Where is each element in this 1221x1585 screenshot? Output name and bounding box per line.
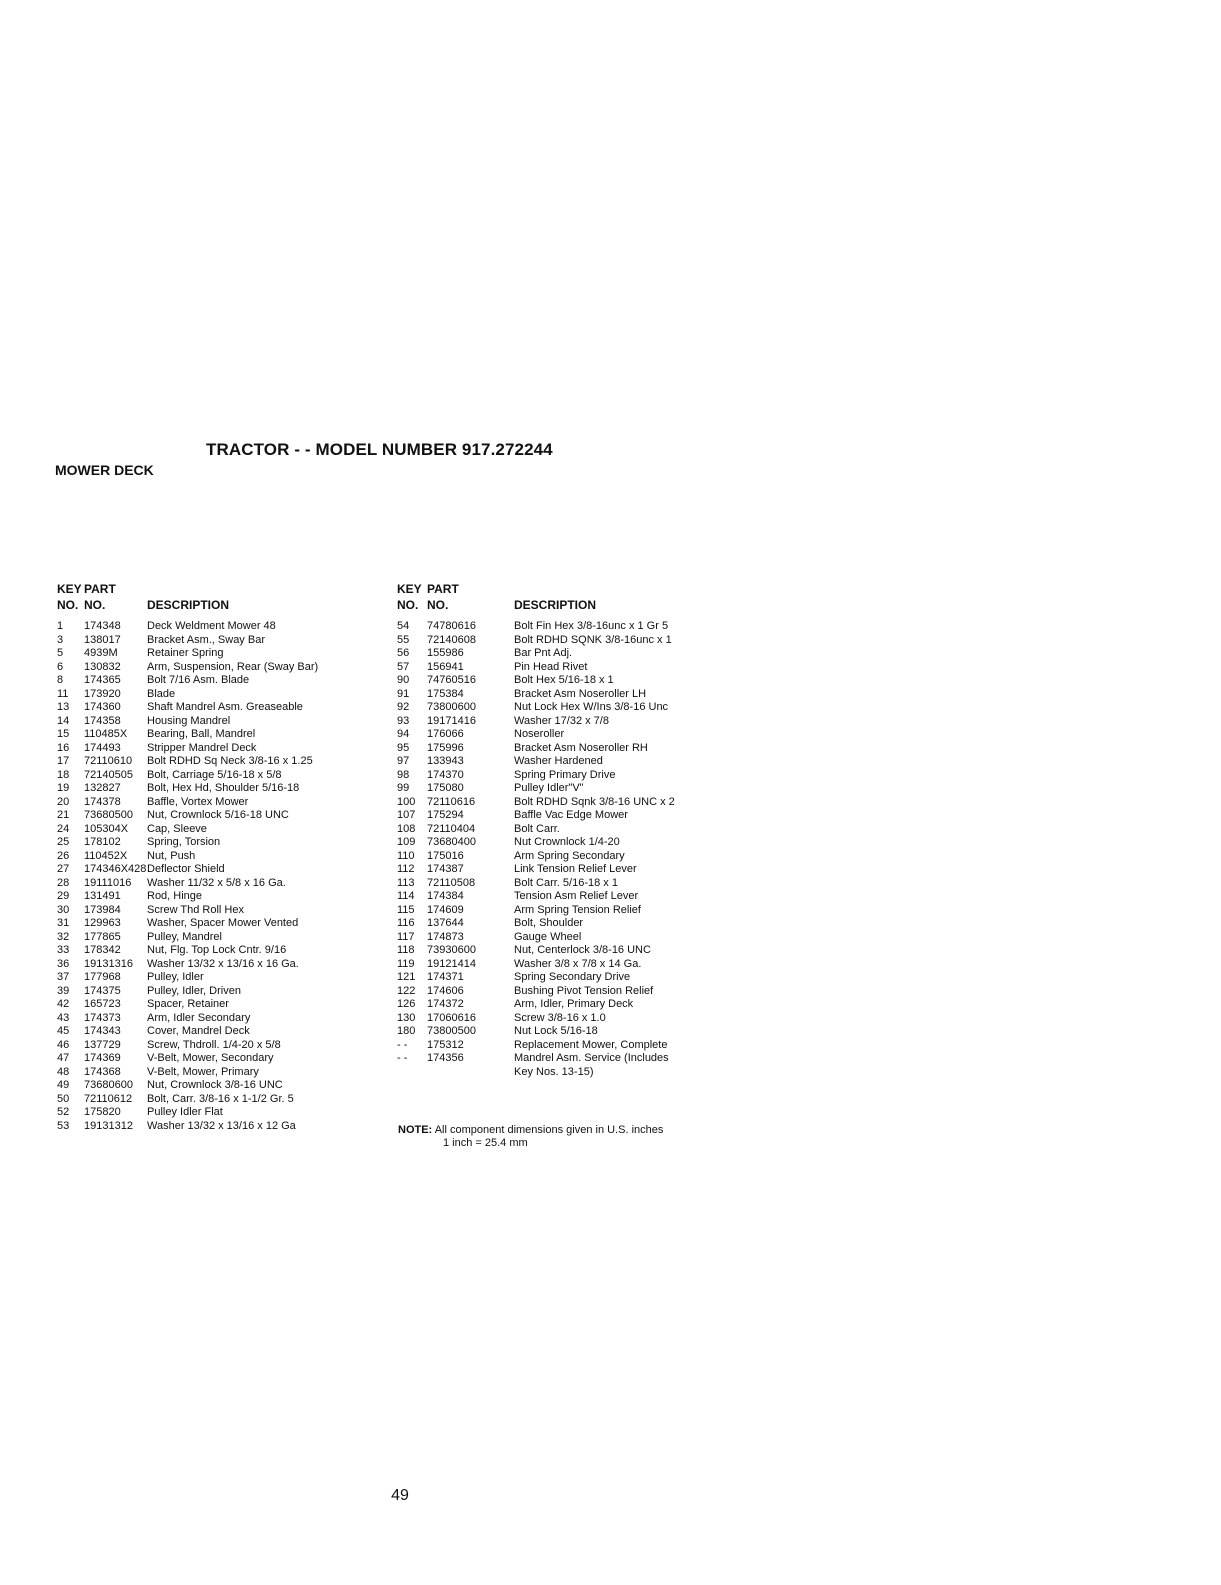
description-cell: Bolt, Carriage 5/16-18 x 5/8 — [147, 768, 282, 781]
key-cell: 94 — [397, 728, 410, 740]
description-cell: Key Nos. 13-15) — [514, 1065, 594, 1078]
part-number-cell: 174356 — [427, 1052, 464, 1064]
part-number-cell: 175996 — [427, 741, 464, 754]
key-cell: 37 — [57, 971, 70, 983]
key-cell: 118 — [397, 944, 415, 956]
key-cell: 116 — [397, 917, 415, 929]
key-cell: 100 — [397, 795, 416, 808]
part-number-cell: 175820 — [84, 1106, 121, 1118]
key-cell: 36 — [57, 957, 70, 970]
description-cell: Screw Thd Roll Hex — [147, 903, 244, 916]
part-number-cell: 178102 — [84, 836, 121, 848]
key-cell: 1 — [57, 620, 64, 632]
key-cell: 43 — [57, 1011, 70, 1024]
part-number-cell: 137729 — [84, 1038, 121, 1051]
key-cell: 109 — [397, 836, 416, 848]
key-cell: 108 — [397, 822, 416, 835]
description-cell: Shaft Mandrel Asm. Greaseable — [147, 701, 303, 713]
key-cell: 52 — [57, 1106, 70, 1118]
key-cell: 56 — [397, 647, 410, 659]
description-cell: Noseroller — [514, 728, 565, 740]
description-cell: Nut, Centerlock 3/8-16 UNC — [514, 944, 651, 956]
key-cell: 3 — [57, 633, 64, 646]
description-cell: V-Belt, Mower, Secondary — [147, 1052, 274, 1064]
key-cell: 20 — [57, 795, 70, 808]
description-cell: Bearing, Ball, Mandrel — [147, 728, 256, 740]
description-cell: Housing Mandrel — [147, 714, 231, 727]
key-cell: 5 — [57, 647, 64, 659]
description-cell: Bar Pnt Adj. — [514, 647, 573, 659]
key-cell: - - — [397, 1038, 408, 1051]
key-cell: 42 — [57, 998, 70, 1010]
part-number-cell: 133943 — [427, 755, 464, 767]
section-title: MOWER DECK — [55, 462, 154, 478]
description-cell: Nut, Crownlock 5/16-18 UNC — [147, 809, 289, 821]
part-number-cell: 110485X — [84, 728, 128, 740]
key-cell: 126 — [397, 998, 416, 1010]
part-header-bottom: NO. — [427, 598, 449, 612]
description-cell: Pulley, Idler — [147, 971, 204, 983]
description-cell: Arm, Suspension, Rear (Sway Bar) — [147, 660, 319, 673]
key-cell: 122 — [397, 984, 416, 997]
key-header-top: KEY — [397, 582, 422, 596]
note-line-1 — [398, 1124, 663, 1137]
part-number-cell: 74760516 — [427, 674, 476, 686]
description-cell: Nut Lock Hex W/Ins 3/8-16 Unc — [514, 701, 669, 713]
description-cell: Washer 13/32 x 13/16 x 16 Ga. — [147, 957, 299, 970]
key-cell: 50 — [57, 1092, 70, 1105]
part-number-cell: 19131316 — [84, 957, 133, 970]
part-number-cell: 73680600 — [84, 1079, 133, 1091]
part-number-cell: 72140505 — [84, 768, 133, 781]
key-cell: 91 — [397, 687, 410, 700]
description-header: DESCRIPTION — [514, 598, 597, 612]
part-number-cell: 174493 — [84, 741, 121, 754]
key-cell: 8 — [57, 674, 64, 686]
key-cell: 26 — [57, 849, 70, 862]
part-number-cell: 174373 — [84, 1011, 121, 1024]
description-cell: Spacer, Retainer — [147, 998, 229, 1010]
part-header-top: PART — [427, 582, 459, 596]
key-cell: 33 — [57, 944, 70, 956]
part-number-cell: 73680400 — [427, 836, 476, 848]
part-number-cell: 174369 — [84, 1052, 121, 1064]
part-number-cell: 19171416 — [427, 714, 476, 727]
part-number-cell: 174368 — [84, 1065, 121, 1078]
part-number-cell: 176066 — [427, 728, 464, 740]
key-cell: 107 — [397, 809, 416, 821]
key-cell: 13 — [57, 701, 70, 713]
part-number-cell: 174378 — [84, 795, 121, 808]
part-number-cell: 110452X — [84, 849, 128, 862]
description-cell: Bolt Hex 5/16-18 x 1 — [514, 674, 614, 686]
part-number-cell: 175016 — [427, 849, 464, 862]
key-header-bottom: NO. — [397, 598, 419, 612]
description-cell: Gauge Wheel — [514, 930, 582, 943]
part-number-cell: 19121414 — [427, 957, 476, 970]
key-cell: 114 — [397, 890, 415, 902]
part-number-cell: 73680500 — [84, 809, 133, 821]
description-cell: Bolt Fin Hex 3/8-16unc x 1 Gr 5 — [514, 620, 669, 632]
part-number-cell: 155986 — [427, 647, 464, 659]
part-number-cell: 175384 — [427, 687, 464, 700]
description-cell: Replacement Mower, Complete — [514, 1038, 668, 1051]
key-cell: 92 — [397, 701, 410, 713]
part-number-cell: 73800500 — [427, 1025, 476, 1037]
part-number-cell: 174343 — [84, 1025, 121, 1037]
key-cell: 30 — [57, 903, 70, 916]
description-cell: Washer 11/32 x 5/8 x 16 Ga. — [147, 876, 286, 889]
part-number-cell: 72110508 — [427, 876, 476, 889]
part-number-cell: 73800600 — [427, 701, 476, 713]
description-cell: V-Belt, Mower, Primary — [147, 1065, 259, 1078]
part-number-cell: 177865 — [84, 930, 121, 943]
description-cell: Cap, Sleeve — [147, 822, 207, 835]
key-cell: 113 — [397, 876, 415, 889]
key-header-top: KEY — [57, 582, 82, 596]
part-number-cell: 174387 — [427, 863, 464, 875]
description-cell: Washer 3/8 x 7/8 x 14 Ga. — [514, 957, 642, 970]
key-cell: 117 — [397, 930, 415, 943]
part-number-cell: 173920 — [84, 687, 121, 700]
description-cell: Washer 13/32 x 13/16 x 12 Ga — [147, 1119, 296, 1132]
part-number-cell: 175312 — [427, 1038, 464, 1051]
key-cell: 29 — [57, 890, 70, 902]
description-cell: Washer, Spacer Mower Vented — [147, 917, 299, 929]
part-number-cell: 174606 — [427, 984, 464, 997]
part-number-cell: 131491 — [84, 890, 121, 902]
description-cell: Bolt Carr. 5/16-18 x 1 — [514, 876, 618, 889]
key-cell: 24 — [57, 822, 70, 835]
key-cell: 47 — [57, 1052, 70, 1064]
description-cell: Bolt, Hex Hd, Shoulder 5/16-18 — [147, 782, 300, 794]
part-number-cell: 165723 — [84, 998, 121, 1010]
part-number-cell: 174346X428 — [84, 863, 147, 875]
note-label: NOTE: — [398, 1124, 433, 1136]
part-number-cell: 174609 — [427, 903, 464, 916]
key-cell: 17 — [57, 755, 70, 767]
part-number-cell: 174348 — [84, 620, 121, 632]
key-header-bottom: NO. — [57, 598, 79, 612]
key-cell: 95 — [397, 741, 410, 754]
part-number-cell: 72110610 — [84, 755, 133, 767]
description-cell: Bolt RDHD SQNK 3/8-16unc x 1 — [514, 633, 672, 646]
description-cell: Deflector Shield — [147, 863, 225, 875]
note-line-2: 1 inch = 25.4 mm — [443, 1137, 528, 1149]
key-cell: 119 — [397, 957, 415, 970]
description-cell: Blade — [147, 687, 176, 700]
description-cell: Bolt RDHD Sq Neck 3/8-16 x 1.25 — [147, 755, 313, 767]
description-cell: Washer 17/32 x 7/8 — [514, 714, 609, 727]
key-cell: 28 — [57, 876, 70, 889]
part-number-cell: 19111016 — [84, 876, 132, 889]
part-header-top: PART — [84, 582, 116, 596]
description-cell: Nut, Flg. Top Lock Cntr. 9/16 — [147, 944, 287, 956]
key-cell: 57 — [397, 660, 410, 673]
description-cell: Spring Primary Drive — [514, 768, 616, 781]
description-cell: Nut Lock 5/16-18 — [514, 1025, 598, 1037]
description-header: DESCRIPTION — [147, 598, 230, 612]
key-cell: 16 — [57, 741, 70, 754]
key-cell: 18 — [57, 768, 70, 781]
description-cell: Arm, Idler Secondary — [147, 1011, 251, 1024]
key-cell: 49 — [57, 1079, 70, 1091]
part-number-cell: 174365 — [84, 674, 121, 686]
description-cell: Pulley Idler"V" — [514, 782, 584, 794]
key-cell: 53 — [57, 1119, 70, 1132]
note — [398, 1124, 663, 1150]
key-cell: 14 — [57, 714, 70, 727]
part-number-cell: 17060616 — [427, 1011, 476, 1024]
description-cell: Screw, Thdroll. 1/4-20 x 5/8 — [147, 1038, 281, 1051]
key-cell: 39 — [57, 984, 70, 997]
key-cell: 11 — [57, 687, 69, 700]
note-text: All component dimensions given in U.S. inches — [434, 1124, 664, 1136]
part-number-cell: 72110612 — [84, 1092, 133, 1105]
description-cell: Bracket Asm Noseroller RH — [514, 741, 648, 754]
part-number-cell: 73930600 — [427, 944, 476, 956]
description-cell: Bushing Pivot Tension Relief — [514, 984, 654, 997]
description-cell: Pulley, Idler, Driven — [147, 984, 241, 997]
description-cell: Arm, Idler, Primary Deck — [514, 998, 634, 1010]
part-number-cell: 4939M — [84, 647, 118, 659]
description-cell: Arm Spring Tension Relief — [514, 903, 641, 916]
description-cell: Retainer Spring — [147, 647, 224, 659]
key-cell: 21 — [57, 809, 70, 821]
key-cell: 27 — [57, 863, 70, 875]
key-cell: 25 — [57, 836, 70, 848]
description-cell: Bracket Asm., Sway Bar — [147, 633, 265, 646]
part-number-cell: 174384 — [427, 890, 464, 902]
description-cell: Bolt, Carr. 3/8-16 x 1-1/2 Gr. 5 — [147, 1092, 294, 1105]
part-number-cell: 74780616 — [427, 620, 476, 632]
key-cell: 112 — [397, 863, 415, 875]
description-cell: Bolt Carr. — [514, 822, 560, 835]
part-number-cell: 174873 — [427, 930, 464, 943]
key-cell: 31 — [57, 917, 70, 929]
part-number-cell: 174360 — [84, 701, 121, 713]
key-cell: 180 — [397, 1025, 416, 1037]
key-cell: 6 — [57, 660, 64, 673]
description-cell: Bolt RDHD Sqnk 3/8-16 UNC x 2 — [514, 795, 675, 808]
description-cell: Cover, Mandrel Deck — [147, 1025, 250, 1037]
page-number: 49 — [391, 1487, 409, 1504]
key-cell: 48 — [57, 1065, 70, 1078]
key-cell: 45 — [57, 1025, 70, 1037]
part-number-cell: 174372 — [427, 998, 464, 1010]
part-header-bottom: NO. — [84, 598, 106, 612]
key-cell: 110 — [397, 849, 415, 862]
part-number-cell: 105304X — [84, 822, 129, 835]
description-cell: Pulley, Mandrel — [147, 930, 222, 943]
part-number-cell: 138017 — [84, 633, 121, 646]
key-cell: 93 — [397, 714, 410, 727]
key-cell: - - — [397, 1052, 408, 1064]
description-cell: Tension Asm Relief Lever — [514, 890, 639, 902]
part-number-cell: 72110616 — [427, 795, 476, 808]
part-number-cell: 72110404 — [427, 822, 476, 835]
key-cell: 98 — [397, 768, 410, 781]
description-cell: Bolt, Shoulder — [514, 917, 584, 929]
description-cell: Mandrel Asm. Service (Includes — [514, 1052, 669, 1064]
key-cell: 46 — [57, 1038, 70, 1051]
description-cell: Washer Hardened — [514, 755, 603, 767]
key-cell: 32 — [57, 930, 70, 943]
part-number-cell: 174370 — [427, 768, 464, 781]
description-cell: Baffle Vac Edge Mower — [514, 809, 628, 821]
part-number-cell: 178342 — [84, 944, 121, 956]
description-cell: Bolt 7/16 Asm. Blade — [147, 674, 250, 686]
part-number-cell: 72140608 — [427, 633, 476, 646]
description-cell: Spring, Torsion — [147, 836, 221, 848]
description-cell: Arm Spring Secondary — [514, 849, 625, 862]
description-cell: Nut, Push — [147, 849, 196, 862]
part-number-cell: 174371 — [427, 971, 464, 983]
part-number-cell: 174358 — [84, 714, 121, 727]
key-cell: 121 — [397, 971, 416, 983]
key-cell: 99 — [397, 782, 410, 794]
description-cell: Link Tension Relief Lever — [514, 863, 637, 875]
part-number-cell: 156941 — [427, 660, 464, 673]
description-cell: Stripper Mandrel Deck — [147, 741, 257, 754]
description-cell: Screw 3/8-16 x 1.0 — [514, 1011, 606, 1024]
part-number-cell: 130832 — [84, 660, 121, 673]
key-cell: 54 — [397, 620, 410, 632]
description-cell: Deck Weldment Mower 48 — [147, 620, 276, 632]
key-cell: 115 — [397, 903, 415, 916]
description-cell: Bracket Asm Noseroller LH — [514, 687, 647, 700]
description-cell: Nut, Crownlock 3/8-16 UNC — [147, 1079, 283, 1091]
key-cell: 130 — [397, 1011, 416, 1024]
key-cell: 19 — [57, 782, 70, 794]
description-cell: Pulley Idler Flat — [147, 1106, 223, 1118]
part-number-cell: 173984 — [84, 903, 121, 916]
part-number-cell: 132827 — [84, 782, 121, 794]
description-cell: Baffle, Vortex Mower — [147, 795, 249, 808]
key-cell: 55 — [397, 633, 410, 646]
part-number-cell: 175080 — [427, 782, 464, 794]
key-cell: 90 — [397, 674, 410, 686]
part-number-cell: 175294 — [427, 809, 464, 821]
part-number-cell: 19131312 — [84, 1119, 133, 1132]
key-cell: 15 — [57, 728, 70, 740]
part-number-cell: 177968 — [84, 971, 121, 983]
description-cell: Pin Head Rivet — [514, 660, 588, 673]
key-cell: 97 — [397, 755, 410, 767]
description-cell: Nut Crownlock 1/4-20 — [514, 836, 620, 848]
description-cell: Rod, Hinge — [147, 890, 203, 902]
description-cell: Spring Secondary Drive — [514, 971, 631, 983]
part-number-cell: 137644 — [427, 917, 464, 929]
page-title: TRACTOR - - MODEL NUMBER 917.272244 — [206, 440, 553, 459]
part-number-cell: 174375 — [84, 984, 121, 997]
part-number-cell: 129963 — [84, 917, 121, 929]
